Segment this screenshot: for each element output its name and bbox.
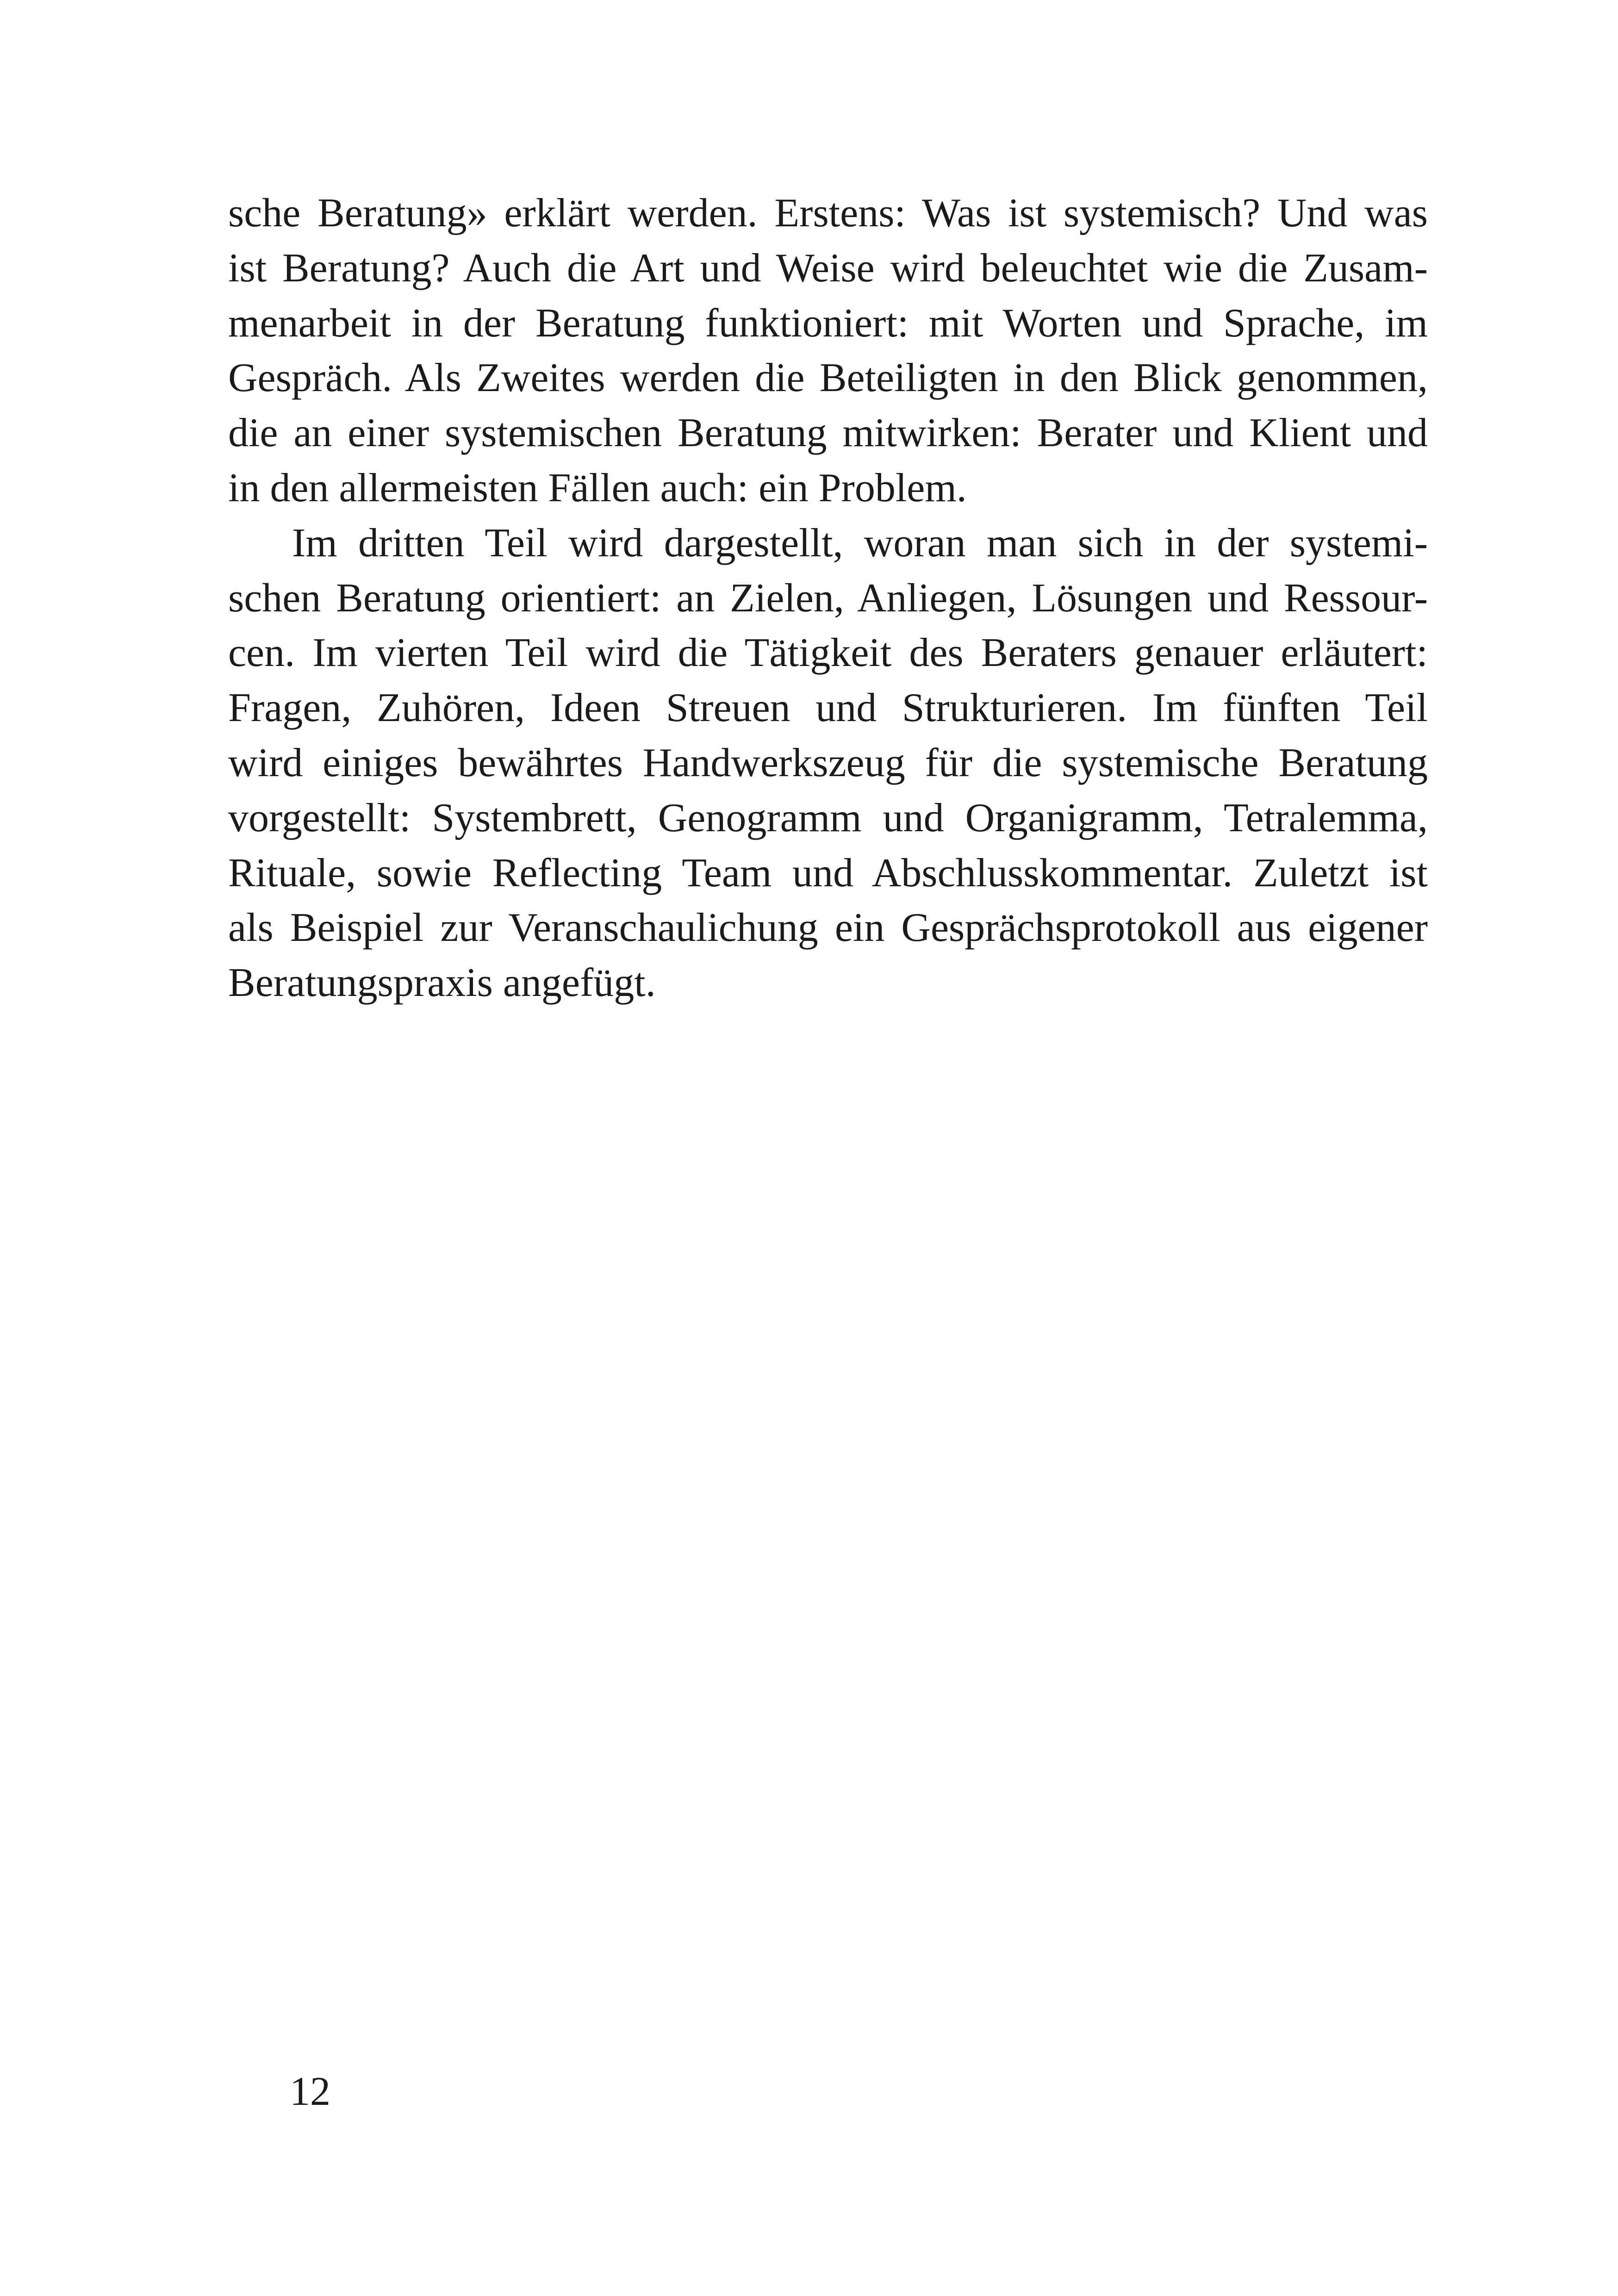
text-line: Im dritten Teil wird dargestellt, woran man sich in der systemi- bbox=[292, 520, 1428, 566]
page-number: 12 bbox=[290, 2069, 330, 2114]
text-line: ist Beratung? Auch die Art und Weise wird beleuchtet wie die Zusam- bbox=[228, 245, 1428, 291]
body-text bbox=[228, 186, 1428, 1011]
text-line: in den allermeisten Fällen auch: ein Problem. bbox=[228, 465, 967, 510]
text-line: als Beispiel zur Veranschaulichung ein Gesprächsprotokoll aus eigener bbox=[228, 905, 1428, 951]
text-line: vorgestellt: Systembrett, Genogramm und Organigramm, Tetralemma, bbox=[228, 795, 1428, 840]
text-line: Rituale, sowie Reflecting Team und Abschlusskommentar. Zuletzt ist bbox=[228, 850, 1428, 896]
text-line: Gespräch. Als Zweites werden die Beteiligten in den Blick genommen, bbox=[228, 355, 1428, 401]
text-line: sche Beratung» erklärt werden. Erstens: Was ist systemisch? Und was bbox=[228, 191, 1428, 236]
text-line: menarbeit in der Beratung funktioniert: mit Worten und Sprache, im bbox=[228, 300, 1428, 346]
paragraph-1 bbox=[228, 186, 1428, 516]
paragraph-2 bbox=[228, 516, 1428, 1011]
text-line: wird einiges bewährtes Handwerkszeug für die systemische Beratung bbox=[228, 740, 1428, 785]
text-line: Beratungspraxis angefügt. bbox=[228, 960, 656, 1006]
text-line: Fragen, Zuhören, Ideen Streuen und Strukturieren. Im fünften Teil bbox=[228, 685, 1428, 731]
text-line: schen Beratung orientiert: an Zielen, Anliegen, Lösungen und Ressour- bbox=[228, 575, 1428, 621]
text-line: die an einer systemischen Beratung mitwirken: Berater und Klient und bbox=[228, 411, 1428, 456]
text-line: cen. Im vierten Teil wird die Tätigkeit des Beraters genauer erläutert: bbox=[228, 630, 1428, 676]
